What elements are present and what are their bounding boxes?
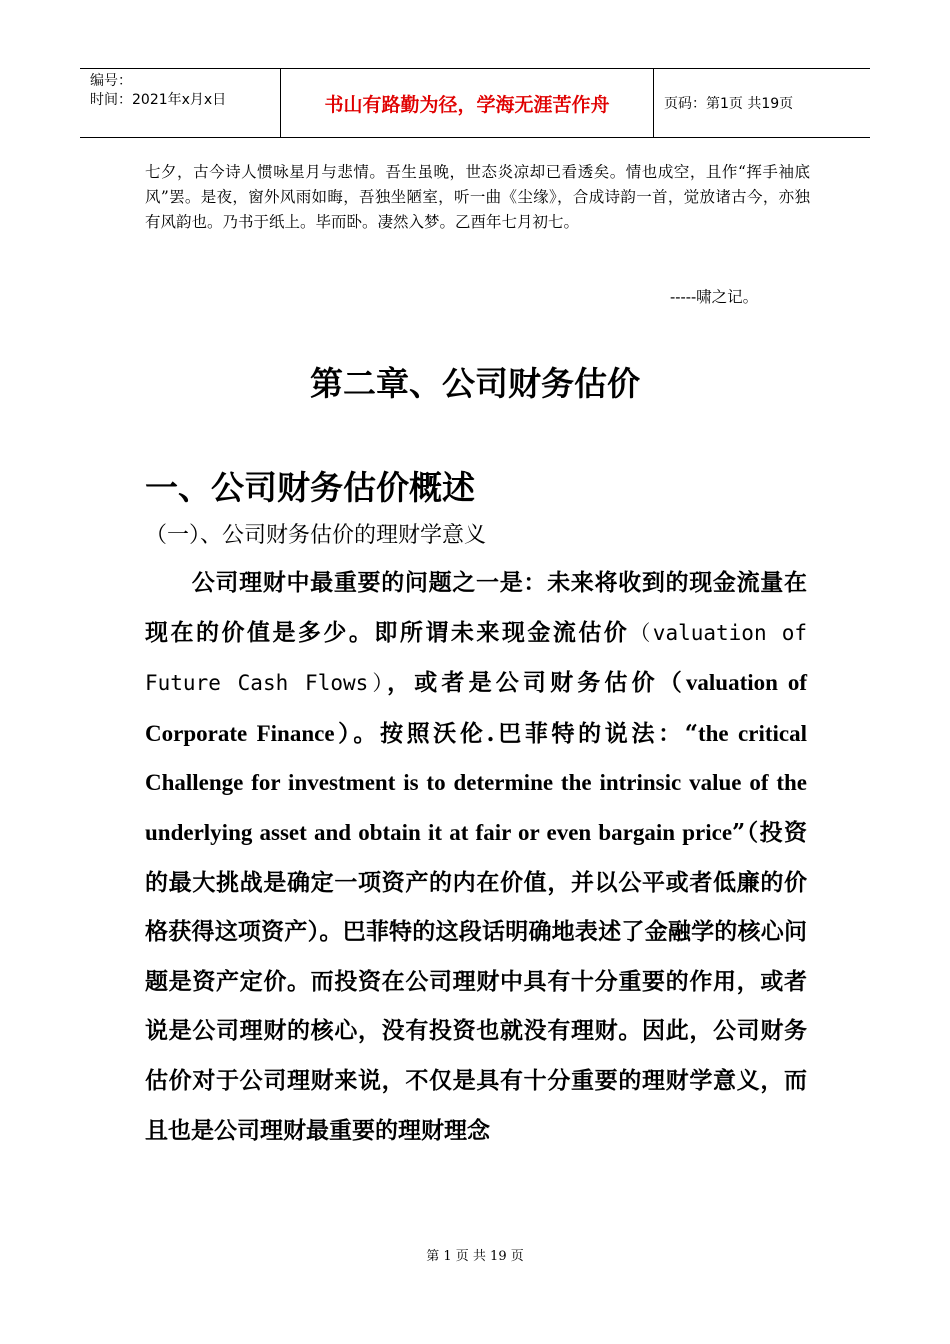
header-motto: 书山有路勤为径，学海无涯苦作舟 xyxy=(281,69,654,137)
body-paragraph xyxy=(145,558,807,1155)
body-part-5: ）。按照沃伦.巴菲特的说法：“ xyxy=(334,719,698,747)
subsection-title: （一）、公司财务估价的理财学意义 xyxy=(145,523,487,548)
preface-paragraph: 七夕，古今诗人惯咏星月与悲情。吾生虽晚，世态炎凉却已看透矣。情也成空，且作“挥手袖底风”罢。是夜，窗外风雨如晦，吾独坐陋室，听一曲《尘缘》，合成诗韵一首，觉放诸古今，亦独有风韵也。乃书于纸上。毕而卧。凄然入梦。乙酉年七月初七。 xyxy=(145,163,810,231)
document-header xyxy=(80,68,870,138)
body-part-4: valuation of Corporate Finance xyxy=(145,670,808,746)
time-label: 时间：2021年x月x日 xyxy=(90,92,227,108)
header-meta xyxy=(80,69,281,137)
body-part-6: the critical Challenge for investment is to determine the intrinsic value of the underlying asset and obtain it at fair or even bargain price xyxy=(145,720,807,845)
number-label: 编号： xyxy=(90,73,132,89)
preface-signature: -----啸之记。 xyxy=(670,288,759,306)
section-title: 一、公司财务估价概述 xyxy=(145,468,475,507)
chapter-title: 第二章、公司财务估价 xyxy=(310,364,640,403)
body-part-2: （valuation of Future Cash Flows） xyxy=(145,620,808,696)
header-page-info: 页码：第1页 共19页 xyxy=(664,96,794,112)
body-part-1: 公司理财中最重要的问题之一是：未来将收到的现金流量在现在的价值是多少。即所谓未来现金流估价 xyxy=(145,569,807,646)
body-part-7: ”（投资的最大挑战是确定一项资产的内在价值，并以公平或者低廉的价格获得这项资产）。巴菲特的这段话明确地表述了金融学的核心问题是资产定价。而投资在公司理财中具有十分重要的作用，或者说是公司理财的核心，没有投资也就没有理财。因此，公司财务估价对于公司理财来说，不仅是具有十分重要的理财学意义，而且也是公司理财最重要的理财理念 xyxy=(145,818,808,1144)
page-footer: 第 1 页 共 19 页 xyxy=(426,1249,524,1264)
body-part-3: ，或者是公司财务估价（ xyxy=(387,669,686,697)
